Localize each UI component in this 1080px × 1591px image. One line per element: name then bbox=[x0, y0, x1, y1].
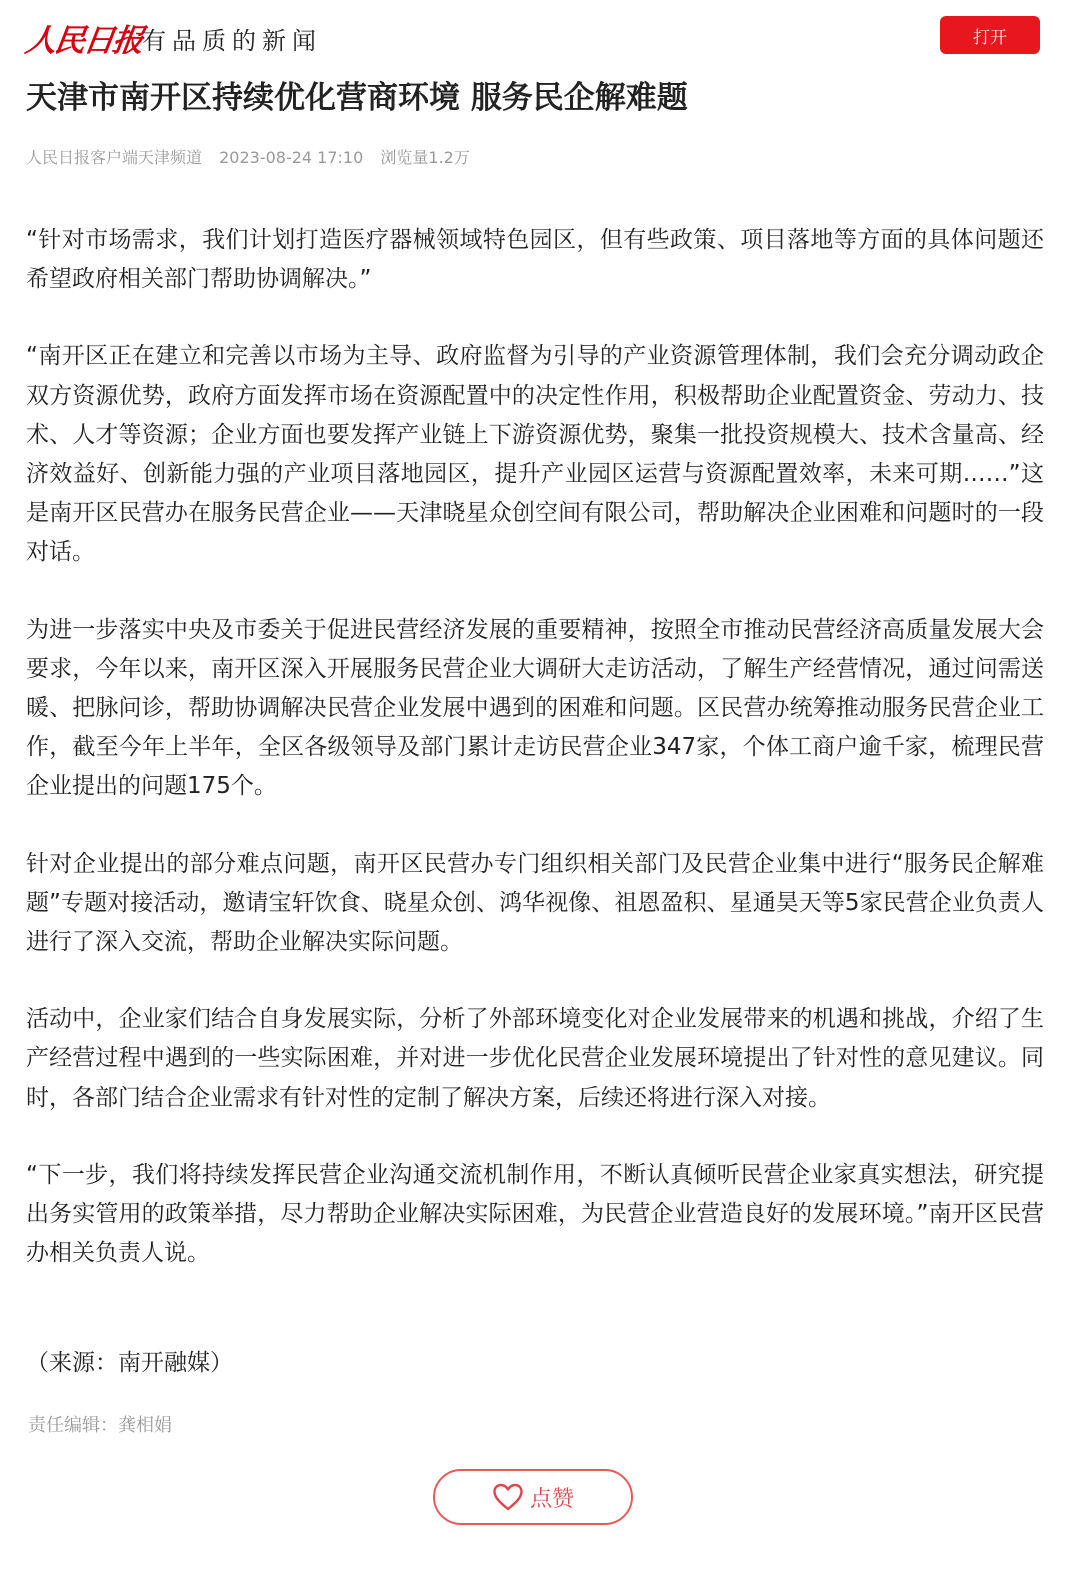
people-daily-logo[interactable]: 人民日报 bbox=[22, 23, 145, 59]
heart-outline-icon bbox=[492, 1482, 524, 1512]
article-paragraph-5: 活动中，企业家们结合自身发展实际，分析了外部环境变化对企业发展带来的机遇和挑战，介绍了生产经营过程中遇到的一些实际困难，并对进一步优化民营企业发展环境提出了针对性的意见建议。同时，各部门结合企业需求有针对性的定制了解决方案，后续还将进行深入对接。 bbox=[26, 1006, 1044, 1111]
article-body bbox=[26, 221, 1044, 1311]
article-paragraph-3: 为进一步落实中央及市委关于促进民营经济发展的重要精神，按照全市推动民营经济高质量发展大会要求，今年以来，南开区深入开展服务民营企业大调研大走访活动，了解生产经营情况，通过问需送暖、把脉问诊，帮助协调解决民营企业发展中遇到的困难和问题。区民营办统筹推动服务民营企业工作，截至今年上半年，全区各级领导及部门累计走访民营企业347家，个体工商户逾千家，梳理民营企业提出的问题175个。 bbox=[26, 616, 1044, 800]
responsible-editor: 责任编辑：龚相娟 bbox=[28, 1415, 172, 1436]
article-paragraph-1: “针对市场需求，我们计划打造医疗器械领域特色园区，但有些政策、项目落地等方面的具体问题还希望政府相关部门帮助协调解决。” bbox=[26, 227, 1044, 293]
meta-source: 人民日报客户端天津频道 bbox=[26, 148, 203, 167]
header-slogan: 有品质的新闻 bbox=[142, 27, 322, 55]
article-paragraph-6: “下一步，我们将持续发挥民营企业沟通交流机制作用，不断认真倾听民营企业家真实想法，研究提出务实管用的政策举措，尽力帮助企业解决实际困难，为民营企业营造良好的发展环境。”南开区民营办相关负责人说。 bbox=[26, 1161, 1044, 1267]
article-meta bbox=[26, 146, 482, 170]
app-header bbox=[0, 0, 1080, 76]
meta-views: 浏览量1.2万 bbox=[380, 148, 470, 167]
article-paragraph-4: 针对企业提出的部分难点问题，南开区民营办专门组织相关部门及民营企业集中进行“服务民企解难题”专题对接活动，邀请宝轩饮食、晓星众创、鸿华视像、祖恩盈积、星通昊天等5家民营企业负责人进行了深入交流，帮助企业解决实际问题。 bbox=[26, 850, 1044, 956]
like-button[interactable] bbox=[433, 1469, 633, 1525]
like-label: 点赞 bbox=[529, 1486, 574, 1512]
article-paragraph-2: “南开区正在建立和完善以市场为主导、政府监督为引导的产业资源管理体制，我们会充分调动政企双方资源优势，政府方面发挥市场在资源配置中的决定性作用，积极帮助企业配置资金、劳动力、技术、人才等资源；企业方面也要发挥产业链上下游资源优势，聚集一批投资规模大、技术含量高、经济效益好、创新能力强的产业项目落地园区，提升产业园区运营与资源配置效率，未来可期……”这是南开区民营办在服务民营企业——天津晓星众创空间有限公司，帮助解决企业困难和问题时的一段对话。 bbox=[26, 343, 1044, 566]
article-source-note: （来源：南开融媒） bbox=[26, 1350, 233, 1376]
article-title: 天津市南开区持续优化营商环境 服务民企解难题 bbox=[26, 80, 688, 116]
meta-datetime: 2023-08-24 17:10 bbox=[219, 148, 364, 167]
open-app-button[interactable]: 打开 bbox=[940, 16, 1040, 54]
